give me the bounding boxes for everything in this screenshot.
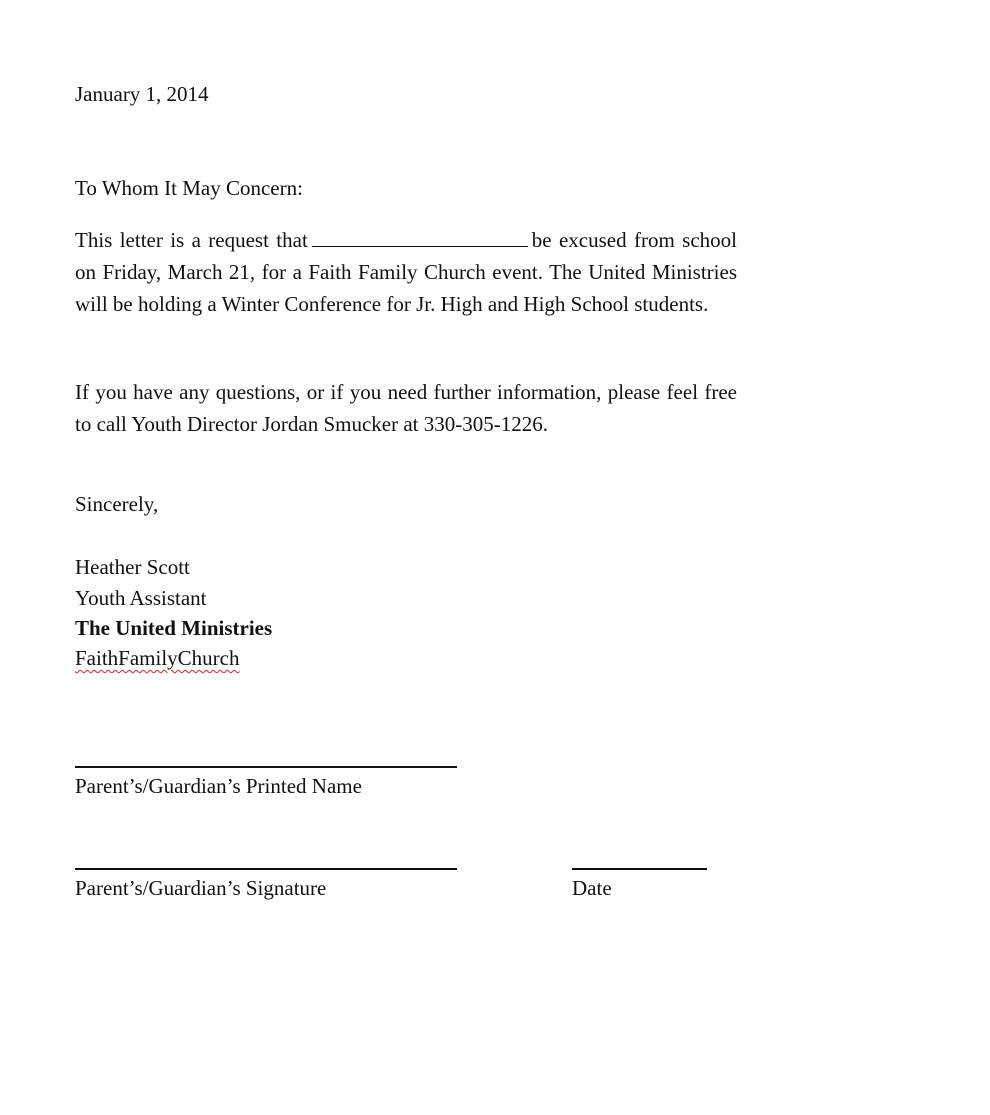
date-label: Date <box>572 876 612 900</box>
signer-title: Youth Assistant <box>75 586 207 610</box>
printed-name-label: Parent’s/Guardian’s Printed Name <box>75 774 362 798</box>
signature-label: Parent’s/Guardian’s Signature <box>75 876 327 900</box>
salutation: To Whom It May Concern: <box>75 176 303 200</box>
request-text-start: This letter is a request that <box>75 228 308 252</box>
signature-line <box>75 868 457 870</box>
request-paragraph <box>75 224 737 320</box>
request-text-end: be excused from school on Friday, March 21, for a Faith Family Church event. The United Ministries will be holding a Winter Conference for Jr. High and High School students. <box>75 228 737 316</box>
organization-name: The United Ministries <box>75 616 273 640</box>
closing: Sincerely, <box>75 492 159 516</box>
contact-paragraph: If you have any questions, or if you need further information, please feel free to call Youth Director Jordan Smucker at 330-305-1226. <box>75 380 737 436</box>
signer-name: Heather Scott <box>75 555 190 579</box>
church-name: FaithFamilyChurch <box>75 646 240 670</box>
printed-name-line <box>75 766 457 768</box>
student-name-blank <box>312 228 528 247</box>
date-line <box>572 868 707 870</box>
letter-date: January 1, 2014 <box>75 82 209 106</box>
